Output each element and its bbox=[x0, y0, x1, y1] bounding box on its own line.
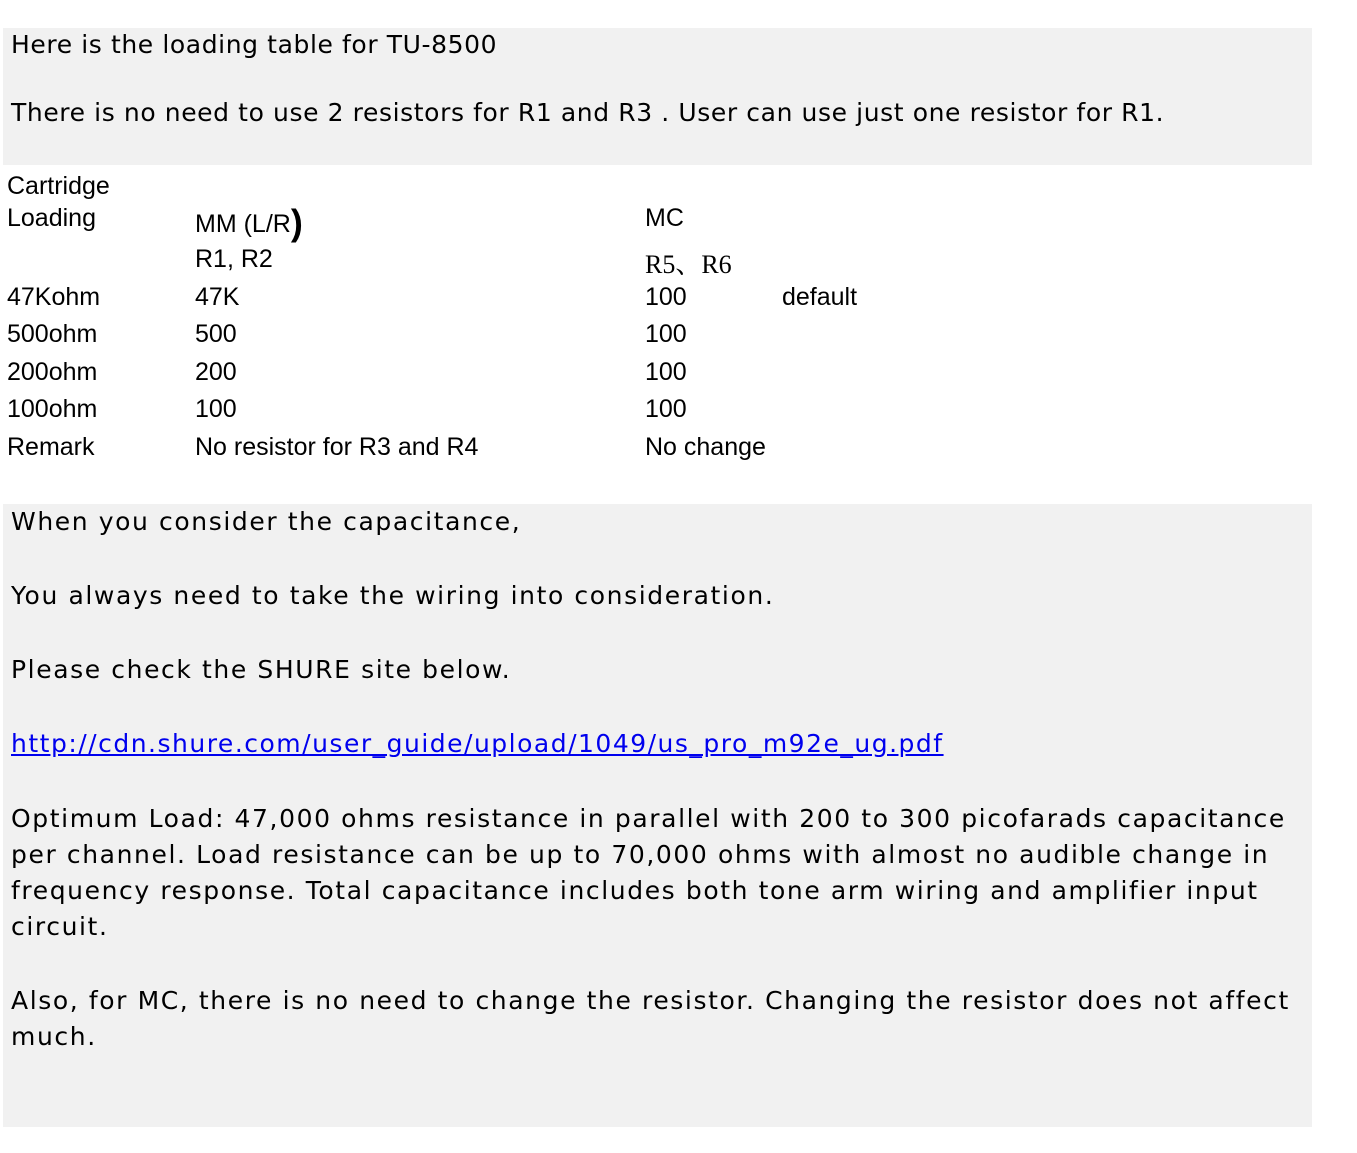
intro-resistor-note: There is no need to use 2 resistors for R1 and R3 . User can use just one resistor for R1. bbox=[11, 98, 1165, 127]
row-mm: 47K bbox=[195, 283, 240, 311]
remark-mm: No resistor for R3 and R4 bbox=[195, 433, 479, 461]
remark-label: Remark bbox=[7, 433, 95, 461]
wiring-note: You always need to take the wiring into consideration. bbox=[11, 581, 775, 610]
row-loading: 200ohm bbox=[7, 358, 98, 386]
intro-block bbox=[3, 28, 1312, 165]
header-mc: MC bbox=[645, 204, 684, 232]
row-mm: 100 bbox=[195, 395, 237, 423]
intro-title: Here is the loading table for TU-8500 bbox=[11, 30, 498, 59]
shure-guide-link[interactable]: http://cdn.shure.com/user_guide/upload/1049/us_pro_m92e_ug.pdf bbox=[11, 729, 944, 758]
notes-block bbox=[3, 504, 1312, 1127]
header-cartridge: Cartridge bbox=[7, 172, 110, 200]
header-loading: Loading bbox=[7, 204, 96, 232]
optimum-load-paragraph: Optimum Load: 47,000 ohms resistance in parallel with 200 to 300 picofarads capacitance per channel. Load resistance can be up to 70,000 ohms with almost no audible change in frequency response. Total capacitance includes both tone arm wiring and amplifier input circuit. bbox=[11, 804, 1286, 941]
sub-header-mm: R1, R2 bbox=[195, 245, 273, 273]
row-loading: 500ohm bbox=[7, 320, 98, 348]
row-loading: 100ohm bbox=[7, 395, 98, 423]
row-mm: 200 bbox=[195, 358, 237, 386]
header-mm bbox=[195, 202, 303, 244]
row-mc: 100 bbox=[645, 320, 687, 348]
row-mc: 100 bbox=[645, 283, 687, 311]
row-mc: 100 bbox=[645, 395, 687, 423]
row-mc: 100 bbox=[645, 358, 687, 386]
row-loading: 47Kohm bbox=[7, 283, 101, 311]
mc-resistor-paragraph: Also, for MC, there is no need to change the resistor. Changing the resistor does not affect much. bbox=[11, 986, 1290, 1051]
sub-header-mc: R5、R6 bbox=[645, 250, 732, 279]
header-mm-paren: ) bbox=[290, 202, 303, 243]
header-mm-label: MM (L/R bbox=[195, 210, 291, 238]
row-note: default bbox=[782, 283, 858, 311]
remark-mc: No change bbox=[645, 433, 766, 461]
row-mm: 500 bbox=[195, 320, 237, 348]
capacitance-intro: When you consider the capacitance, bbox=[11, 507, 522, 536]
shure-note: Please check the SHURE site below. bbox=[11, 655, 512, 684]
